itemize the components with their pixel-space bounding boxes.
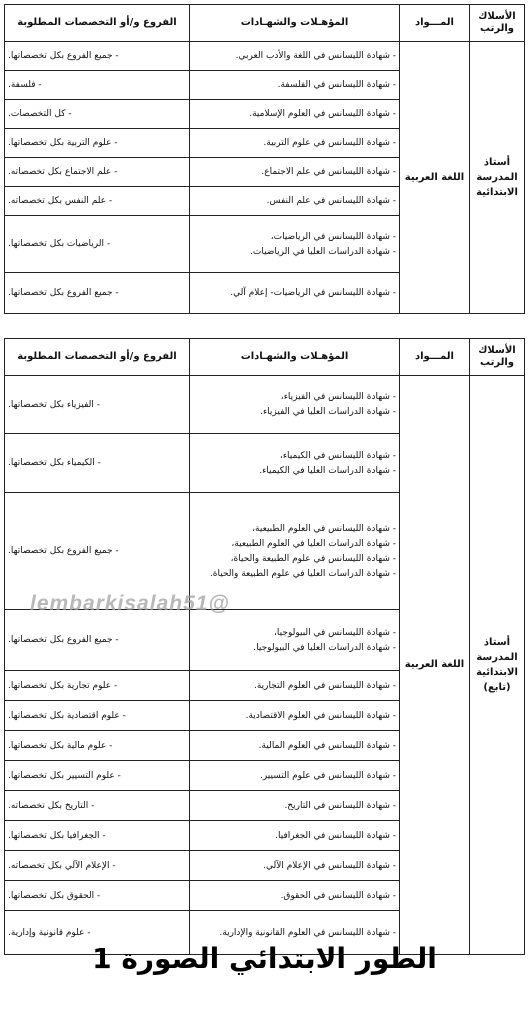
qualification-line: - شهادة الدراسات العليا في البيولوجيا. [253, 642, 396, 653]
branch-cell: - علوم قانونية وإدارية. [5, 911, 190, 955]
qualification-line: - شهادة الليسانس في علوم الطبيعة والحياة، [230, 553, 396, 564]
qualification-cell [190, 187, 400, 216]
branch-cell: - الحقوق بكل تخصصاتها. [5, 881, 190, 911]
header-branches: الفروع و/أو التخصصات المطلوبة [5, 5, 190, 42]
qualification-cell [190, 881, 400, 911]
header-grade: الأسلاك والرتب [470, 5, 525, 42]
header-grade: الأسلاك والرتب [470, 339, 525, 376]
qualification-cell [190, 434, 400, 493]
qualification-cell [190, 731, 400, 761]
qualification-line: - شهادة الدراسات العليا في العلوم الطبيعية، [231, 538, 396, 549]
branch-cell: - علوم مالية بكل تخصصاتها. [5, 731, 190, 761]
qualification-line: - شهادة الدراسات العليا في علوم الطبيعة والحياة. [209, 568, 396, 579]
qualification-cell [190, 821, 400, 851]
branch-cell: - علوم تجارية بكل تخصصاتها. [5, 671, 190, 701]
qualification-cell [190, 71, 400, 100]
grade-cell: أستاذ المدرسة الابتدائية (تابع) [470, 376, 525, 955]
qualification-line: - شهادة الليسانس في الحقوق. [280, 890, 396, 901]
qualification-line: - شهادة الليسانس في العلوم التجارية. [253, 680, 396, 691]
qualification-line: - شهادة الليسانس في البيولوجيا، [274, 627, 396, 638]
qualification-line: - شهادة الليسانس في علم النفس. [266, 196, 396, 206]
header-subject: المـــواد [400, 5, 470, 42]
subject-cell: اللغة العربية [400, 42, 470, 314]
table-row [5, 42, 525, 71]
qualification-line: - شهادة الليسانس في الجغرافيا. [275, 830, 396, 841]
qualification-cell [190, 761, 400, 791]
qualification-cell [190, 42, 400, 71]
header-subject: المـــواد [400, 339, 470, 376]
watermark: lembarkisalah51@ [30, 592, 230, 615]
qualification-line: - شهادة الليسانس في اللغة والأدب العربي. [235, 51, 396, 61]
qualification-cell [190, 158, 400, 187]
qualification-line: - شهادة الليسانس في الفلسفة. [277, 80, 396, 90]
branch-cell: - علم الاجتماع بكل تخصصاته. [5, 158, 190, 187]
branch-cell: - جميع الفروع بكل تخصصاتها. [5, 493, 190, 610]
qualification-line: - شهادة الدراسات العليا في الفيزياء. [260, 407, 396, 417]
qualification-line: - شهادة الليسانس في العلوم المالية. [258, 740, 396, 751]
qualification-line: - شهادة الليسانس في العلوم الطبيعية، [252, 523, 396, 534]
qualification-line: - شهادة الدراسات العليا في الكيمياء. [259, 465, 396, 476]
qualification-line: - شهادة الليسانس في علم الاجتماع. [261, 167, 396, 177]
branch-cell: - الفيزياء بكل تخصصاتها. [5, 376, 190, 434]
qualification-line: - شهادة الليسانس في الرياضيات، [270, 231, 396, 242]
branch-cell: - الجغرافيا بكل تخصصاتها. [5, 821, 190, 851]
branch-cell: - فلسفة. [5, 71, 190, 100]
qualification-cell [190, 129, 400, 158]
table-header-row [5, 339, 525, 376]
header-qualifications: المؤهـلات والشهـادات [190, 5, 400, 42]
qualification-line: - شهادة الليسانس في علوم التربية. [263, 138, 396, 148]
branch-cell: - علوم اقتصادية بكل تخصصاتها. [5, 701, 190, 731]
qualifications-table-1 [4, 4, 525, 314]
qualification-line: - شهادة الدراسات العليا في الرياضيات. [250, 246, 396, 257]
subject-cell: اللغة العربية [400, 376, 470, 955]
header-qualifications: المؤهـلات والشهـادات [190, 339, 400, 376]
branch-cell: - علم النفس بكل تخصصاته. [5, 187, 190, 216]
page-caption: الطور الابتدائي الصورة 1 [92, 942, 437, 975]
branch-cell: - الكيمياء بكل تخصصاتها. [5, 434, 190, 493]
branch-cell: - جميع الفروع بكل تخصصاتها. [5, 42, 190, 71]
table-row [5, 376, 525, 434]
branch-cell: - علوم التربية بكل تخصصاتها. [5, 129, 190, 158]
header-branches: الفروع و/أو التخصصات المطلوبة [5, 339, 190, 376]
qualification-cell [190, 671, 400, 701]
qualification-line: - شهادة الليسانس في العلوم القانونية والإدارية. [219, 927, 396, 938]
qualification-line: - شهادة الليسانس في الإعلام الآلي. [263, 860, 396, 871]
branch-cell: - التاريخ بكل تخصصاته. [5, 791, 190, 821]
qualification-line: - شهادة الليسانس في الرياضيات- إعلام آلي. [230, 288, 396, 298]
qualification-line: - شهادة الليسانس في التاريخ. [284, 800, 396, 811]
branch-cell: - جميع الفروع بكل تخصصاتها. [5, 273, 190, 314]
qualification-cell [190, 273, 400, 314]
qualification-line: - شهادة الليسانس في العلوم الإسلامية. [249, 109, 396, 119]
qualification-line: - شهادة الليسانس في العلوم الاقتصادية. [245, 710, 396, 721]
qualification-line: - شهادة الليسانس في الكيمياء، [279, 450, 396, 461]
branch-cell: - الإعلام الآلي بكل تخصصاته. [5, 851, 190, 881]
branch-cell: - علوم التسيير بكل تخصصاتها. [5, 761, 190, 791]
qualification-cell [190, 791, 400, 821]
qualification-cell [190, 851, 400, 881]
qualification-cell [190, 610, 400, 671]
branch-cell: - الرياضيات بكل تخصصاتها. [5, 216, 190, 273]
qualification-line: - شهادة الليسانس في علوم التسيير. [259, 770, 396, 781]
grade-cell: أستاذ المدرسة الابتدائية [470, 42, 525, 314]
table-header-row [5, 5, 525, 42]
branch-cell: - كل التخصصات. [5, 100, 190, 129]
qualification-cell [190, 376, 400, 434]
branch-cell: - جميع الفروع بكل تخصصاتها. [5, 610, 190, 671]
qualifications-table-2 [4, 338, 525, 955]
qualification-cell [190, 100, 400, 129]
qualification-cell [190, 216, 400, 273]
qualification-line: - شهادة الليسانس في الفيزياء، [280, 392, 396, 402]
qualification-cell [190, 701, 400, 731]
